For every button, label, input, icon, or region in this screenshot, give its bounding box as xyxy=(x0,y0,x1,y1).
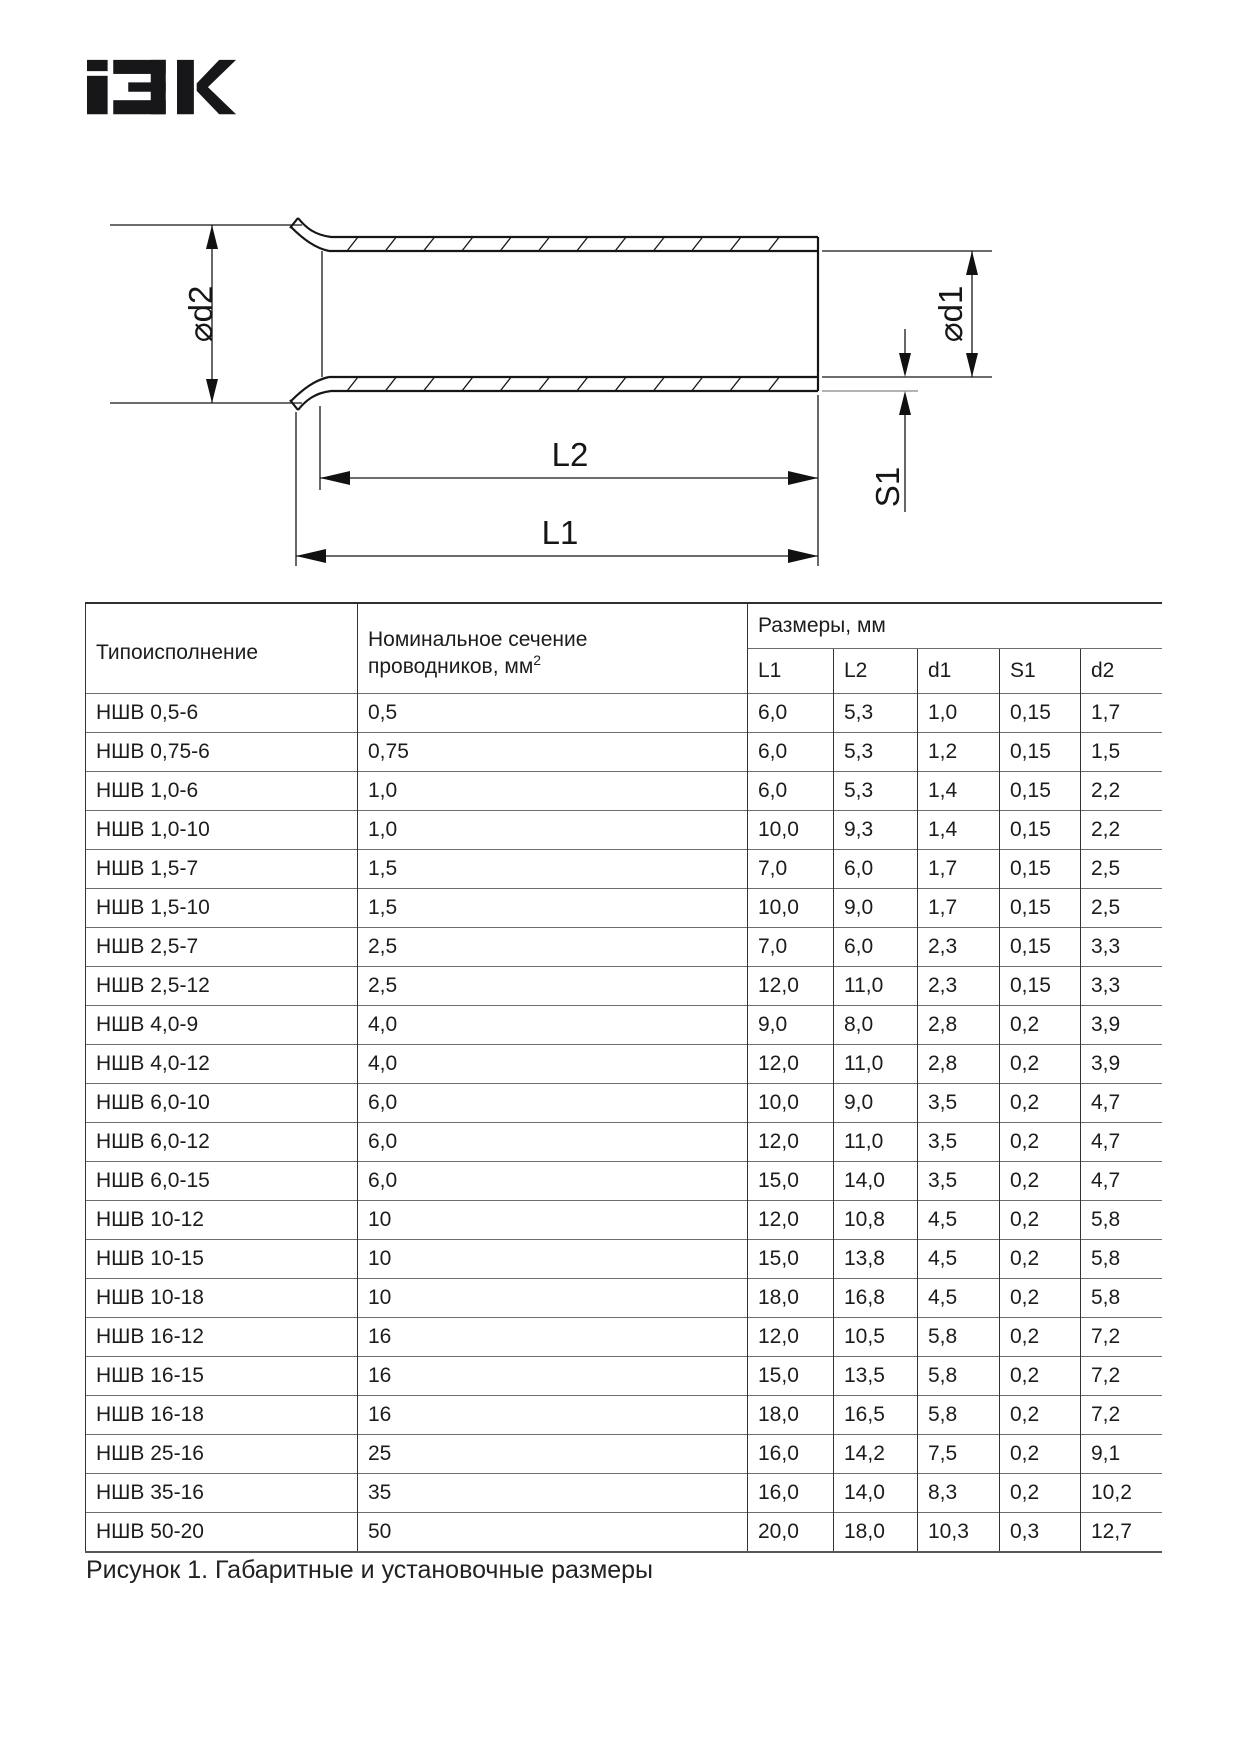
value-cell: 0,15 xyxy=(1000,889,1081,928)
value-cell: 10,5 xyxy=(834,1318,918,1357)
value-cell: 0,15 xyxy=(1000,733,1081,772)
header-cross-section xyxy=(358,603,748,694)
table-row xyxy=(86,928,1162,967)
type-cell: НШВ 1,5-10 xyxy=(86,889,358,928)
value-cell: 1,7 xyxy=(918,889,1000,928)
value-cell: 1,0 xyxy=(358,772,748,811)
header-type: Типоисполнение xyxy=(86,603,358,694)
value-cell: 1,5 xyxy=(358,889,748,928)
value-cell: 11,0 xyxy=(834,1123,918,1162)
dimension-d2 xyxy=(110,225,302,403)
type-cell: НШВ 6,0-10 xyxy=(86,1084,358,1123)
value-cell: 16,5 xyxy=(834,1396,918,1435)
value-cell: 6,0 xyxy=(748,772,834,811)
type-cell: НШВ 16-18 xyxy=(86,1396,358,1435)
value-cell: 10,0 xyxy=(748,1084,834,1123)
value-cell: 10 xyxy=(358,1279,748,1318)
table-row xyxy=(86,1240,1162,1279)
value-cell: 12,0 xyxy=(748,1318,834,1357)
value-cell: 0,2 xyxy=(1000,1006,1081,1045)
value-cell: 8,0 xyxy=(834,1006,918,1045)
value-cell: 11,0 xyxy=(834,967,918,1006)
value-cell: 5,8 xyxy=(1081,1240,1162,1279)
header-cross-section-line1: Номинальное сечение xyxy=(368,627,588,651)
value-cell: 7,2 xyxy=(1081,1318,1162,1357)
table-row xyxy=(86,1318,1162,1357)
value-cell: 18,0 xyxy=(748,1396,834,1435)
value-cell: 5,8 xyxy=(918,1318,1000,1357)
value-cell: 10,2 xyxy=(1081,1474,1162,1513)
value-cell: 35 xyxy=(358,1474,748,1513)
value-cell: 10,8 xyxy=(834,1201,918,1240)
value-cell: 6,0 xyxy=(358,1123,748,1162)
value-cell: 0,2 xyxy=(1000,1318,1081,1357)
table-row xyxy=(86,1084,1162,1123)
ferrule-body xyxy=(290,218,818,410)
value-cell: 12,0 xyxy=(748,1201,834,1240)
table-row xyxy=(86,1279,1162,1318)
value-cell: 16 xyxy=(358,1396,748,1435)
value-cell: 13,8 xyxy=(834,1240,918,1279)
table-row xyxy=(86,1045,1162,1084)
value-cell: 15,0 xyxy=(748,1357,834,1396)
type-cell: НШВ 0,75-6 xyxy=(86,733,358,772)
table-row xyxy=(86,772,1162,811)
table-row xyxy=(86,1396,1162,1435)
value-cell: 7,5 xyxy=(918,1435,1000,1474)
value-cell: 3,3 xyxy=(1081,967,1162,1006)
value-cell: 12,0 xyxy=(748,967,834,1006)
value-cell: 4,7 xyxy=(1081,1162,1162,1201)
value-cell: 16 xyxy=(358,1357,748,1396)
table-row xyxy=(86,1357,1162,1396)
value-cell: 2,2 xyxy=(1081,772,1162,811)
value-cell: 4,0 xyxy=(358,1006,748,1045)
value-cell: 16 xyxy=(358,1318,748,1357)
type-cell: НШВ 10-18 xyxy=(86,1279,358,1318)
header-sizes-group: Размеры, мм xyxy=(748,603,1162,649)
value-cell: 1,0 xyxy=(918,694,1000,733)
type-cell: НШВ 4,0-12 xyxy=(86,1045,358,1084)
value-cell: 0,2 xyxy=(1000,1240,1081,1279)
technical-drawing xyxy=(0,0,1242,600)
value-cell: 0,2 xyxy=(1000,1201,1081,1240)
value-cell: 4,5 xyxy=(918,1201,1000,1240)
value-cell: 0,15 xyxy=(1000,811,1081,850)
type-cell: НШВ 0,5-6 xyxy=(86,694,358,733)
header-L1: L1 xyxy=(748,649,834,694)
value-cell: 2,2 xyxy=(1081,811,1162,850)
table-row xyxy=(86,1162,1162,1201)
dim-label-l1: L1 xyxy=(541,514,579,551)
value-cell: 9,0 xyxy=(748,1006,834,1045)
type-cell: НШВ 50-20 xyxy=(86,1513,358,1553)
type-cell: НШВ 16-12 xyxy=(86,1318,358,1357)
table-row xyxy=(86,694,1162,733)
type-cell: НШВ 6,0-12 xyxy=(86,1123,358,1162)
type-cell: НШВ 1,0-10 xyxy=(86,811,358,850)
type-cell: НШВ 16-15 xyxy=(86,1357,358,1396)
value-cell: 0,2 xyxy=(1000,1084,1081,1123)
value-cell: 1,5 xyxy=(358,850,748,889)
dimension-s1 xyxy=(822,329,918,512)
value-cell: 6,0 xyxy=(834,928,918,967)
table-row xyxy=(86,1201,1162,1240)
value-cell: 15,0 xyxy=(748,1240,834,1279)
dim-label-d2: ⌀d2 xyxy=(182,285,219,343)
table-row xyxy=(86,850,1162,889)
value-cell: 16,0 xyxy=(748,1474,834,1513)
value-cell: 5,3 xyxy=(834,733,918,772)
value-cell: 0,15 xyxy=(1000,694,1081,733)
type-cell: НШВ 2,5-12 xyxy=(86,967,358,1006)
type-cell: НШВ 1,0-6 xyxy=(86,772,358,811)
value-cell: 3,5 xyxy=(918,1084,1000,1123)
value-cell: 4,7 xyxy=(1081,1084,1162,1123)
value-cell: 1,4 xyxy=(918,811,1000,850)
value-cell: 2,8 xyxy=(918,1006,1000,1045)
header-L2: L2 xyxy=(834,649,918,694)
value-cell: 0,75 xyxy=(358,733,748,772)
value-cell: 50 xyxy=(358,1513,748,1553)
wall-hatching-top xyxy=(347,237,779,251)
value-cell: 3,9 xyxy=(1081,1045,1162,1084)
value-cell: 4,5 xyxy=(918,1240,1000,1279)
value-cell: 12,0 xyxy=(748,1045,834,1084)
value-cell: 6,0 xyxy=(748,694,834,733)
value-cell: 4,7 xyxy=(1081,1123,1162,1162)
value-cell: 15,0 xyxy=(748,1162,834,1201)
value-cell: 10,0 xyxy=(748,889,834,928)
value-cell: 3,9 xyxy=(1081,1006,1162,1045)
dim-label-s1: S1 xyxy=(869,466,906,508)
value-cell: 0,15 xyxy=(1000,967,1081,1006)
value-cell: 0,2 xyxy=(1000,1045,1081,1084)
value-cell: 1,7 xyxy=(918,850,1000,889)
value-cell: 2,8 xyxy=(918,1045,1000,1084)
value-cell: 12,7 xyxy=(1081,1513,1162,1553)
header-d2: d2 xyxy=(1081,649,1162,694)
value-cell: 6,0 xyxy=(358,1162,748,1201)
value-cell: 6,0 xyxy=(834,850,918,889)
header-cross-section-line2: проводников, мм xyxy=(368,654,534,678)
value-cell: 13,5 xyxy=(834,1357,918,1396)
value-cell: 14,0 xyxy=(834,1162,918,1201)
value-cell: 0,2 xyxy=(1000,1396,1081,1435)
value-cell: 2,5 xyxy=(358,928,748,967)
table-row xyxy=(86,1435,1162,1474)
wall-hatching-bottom xyxy=(347,377,779,391)
table-row xyxy=(86,1513,1162,1553)
value-cell: 5,8 xyxy=(1081,1201,1162,1240)
value-cell: 2,5 xyxy=(358,967,748,1006)
value-cell: 14,0 xyxy=(834,1474,918,1513)
value-cell: 2,5 xyxy=(1081,889,1162,928)
value-cell: 2,3 xyxy=(918,967,1000,1006)
value-cell: 10,0 xyxy=(748,811,834,850)
type-cell: НШВ 4,0-9 xyxy=(86,1006,358,1045)
value-cell: 9,1 xyxy=(1081,1435,1162,1474)
value-cell: 16,8 xyxy=(834,1279,918,1318)
table-row xyxy=(86,967,1162,1006)
type-cell: НШВ 1,5-7 xyxy=(86,850,358,889)
value-cell: 5,8 xyxy=(918,1396,1000,1435)
value-cell: 9,0 xyxy=(834,889,918,928)
value-cell: 0,5 xyxy=(358,694,748,733)
value-cell: 0,3 xyxy=(1000,1513,1081,1553)
value-cell: 5,3 xyxy=(834,772,918,811)
value-cell: 7,2 xyxy=(1081,1357,1162,1396)
value-cell: 10,3 xyxy=(918,1513,1000,1553)
value-cell: 20,0 xyxy=(748,1513,834,1553)
value-cell: 0,2 xyxy=(1000,1279,1081,1318)
value-cell: 0,15 xyxy=(1000,850,1081,889)
value-cell: 1,7 xyxy=(1081,694,1162,733)
figure-caption: Рисунок 1. Габаритные и установочные размеры xyxy=(86,1556,654,1584)
value-cell: 5,3 xyxy=(834,694,918,733)
value-cell: 0,2 xyxy=(1000,1357,1081,1396)
value-cell: 6,0 xyxy=(748,733,834,772)
table-row xyxy=(86,1006,1162,1045)
value-cell: 6,0 xyxy=(358,1084,748,1123)
value-cell: 8,3 xyxy=(918,1474,1000,1513)
table-row xyxy=(86,811,1162,850)
value-cell: 9,3 xyxy=(834,811,918,850)
table-row xyxy=(86,733,1162,772)
header-S1: S1 xyxy=(1000,649,1081,694)
value-cell: 0,2 xyxy=(1000,1123,1081,1162)
value-cell: 4,5 xyxy=(918,1279,1000,1318)
value-cell: 12,0 xyxy=(748,1123,834,1162)
value-cell: 1,2 xyxy=(918,733,1000,772)
type-cell: НШВ 25-16 xyxy=(86,1435,358,1474)
value-cell: 5,8 xyxy=(918,1357,1000,1396)
table-row xyxy=(86,1123,1162,1162)
value-cell: 3,5 xyxy=(918,1162,1000,1201)
type-cell: НШВ 35-16 xyxy=(86,1474,358,1513)
value-cell: 18,0 xyxy=(748,1279,834,1318)
value-cell: 2,5 xyxy=(1081,850,1162,889)
value-cell: 1,0 xyxy=(358,811,748,850)
value-cell: 4,0 xyxy=(358,1045,748,1084)
value-cell: 14,2 xyxy=(834,1435,918,1474)
value-cell: 18,0 xyxy=(834,1513,918,1553)
value-cell: 3,3 xyxy=(1081,928,1162,967)
value-cell: 7,0 xyxy=(748,928,834,967)
value-cell: 0,2 xyxy=(1000,1474,1081,1513)
value-cell: 1,4 xyxy=(918,772,1000,811)
value-cell: 0,2 xyxy=(1000,1435,1081,1474)
type-cell: НШВ 10-15 xyxy=(86,1240,358,1279)
value-cell: 16,0 xyxy=(748,1435,834,1474)
value-cell: 11,0 xyxy=(834,1045,918,1084)
header-d1: d1 xyxy=(918,649,1000,694)
table-row xyxy=(86,1474,1162,1513)
value-cell: 3,5 xyxy=(918,1123,1000,1162)
value-cell: 25 xyxy=(358,1435,748,1474)
value-cell: 0,2 xyxy=(1000,1162,1081,1201)
value-cell: 7,2 xyxy=(1081,1396,1162,1435)
header-cross-section-sup: 2 xyxy=(533,651,542,668)
value-cell: 7,0 xyxy=(748,850,834,889)
type-cell: НШВ 6,0-15 xyxy=(86,1162,358,1201)
dimensions-table xyxy=(85,602,1162,1553)
dim-label-l2: L2 xyxy=(551,436,589,473)
value-cell: 0,15 xyxy=(1000,772,1081,811)
table-row xyxy=(86,889,1162,928)
value-cell: 0,15 xyxy=(1000,928,1081,967)
type-cell: НШВ 2,5-7 xyxy=(86,928,358,967)
value-cell: 2,3 xyxy=(918,928,1000,967)
value-cell: 1,5 xyxy=(1081,733,1162,772)
value-cell: 9,0 xyxy=(834,1084,918,1123)
value-cell: 10 xyxy=(358,1240,748,1279)
type-cell: НШВ 10-12 xyxy=(86,1201,358,1240)
value-cell: 5,8 xyxy=(1081,1279,1162,1318)
value-cell: 10 xyxy=(358,1201,748,1240)
dim-label-d1: ⌀d1 xyxy=(932,285,969,343)
table-body xyxy=(86,694,1162,1553)
